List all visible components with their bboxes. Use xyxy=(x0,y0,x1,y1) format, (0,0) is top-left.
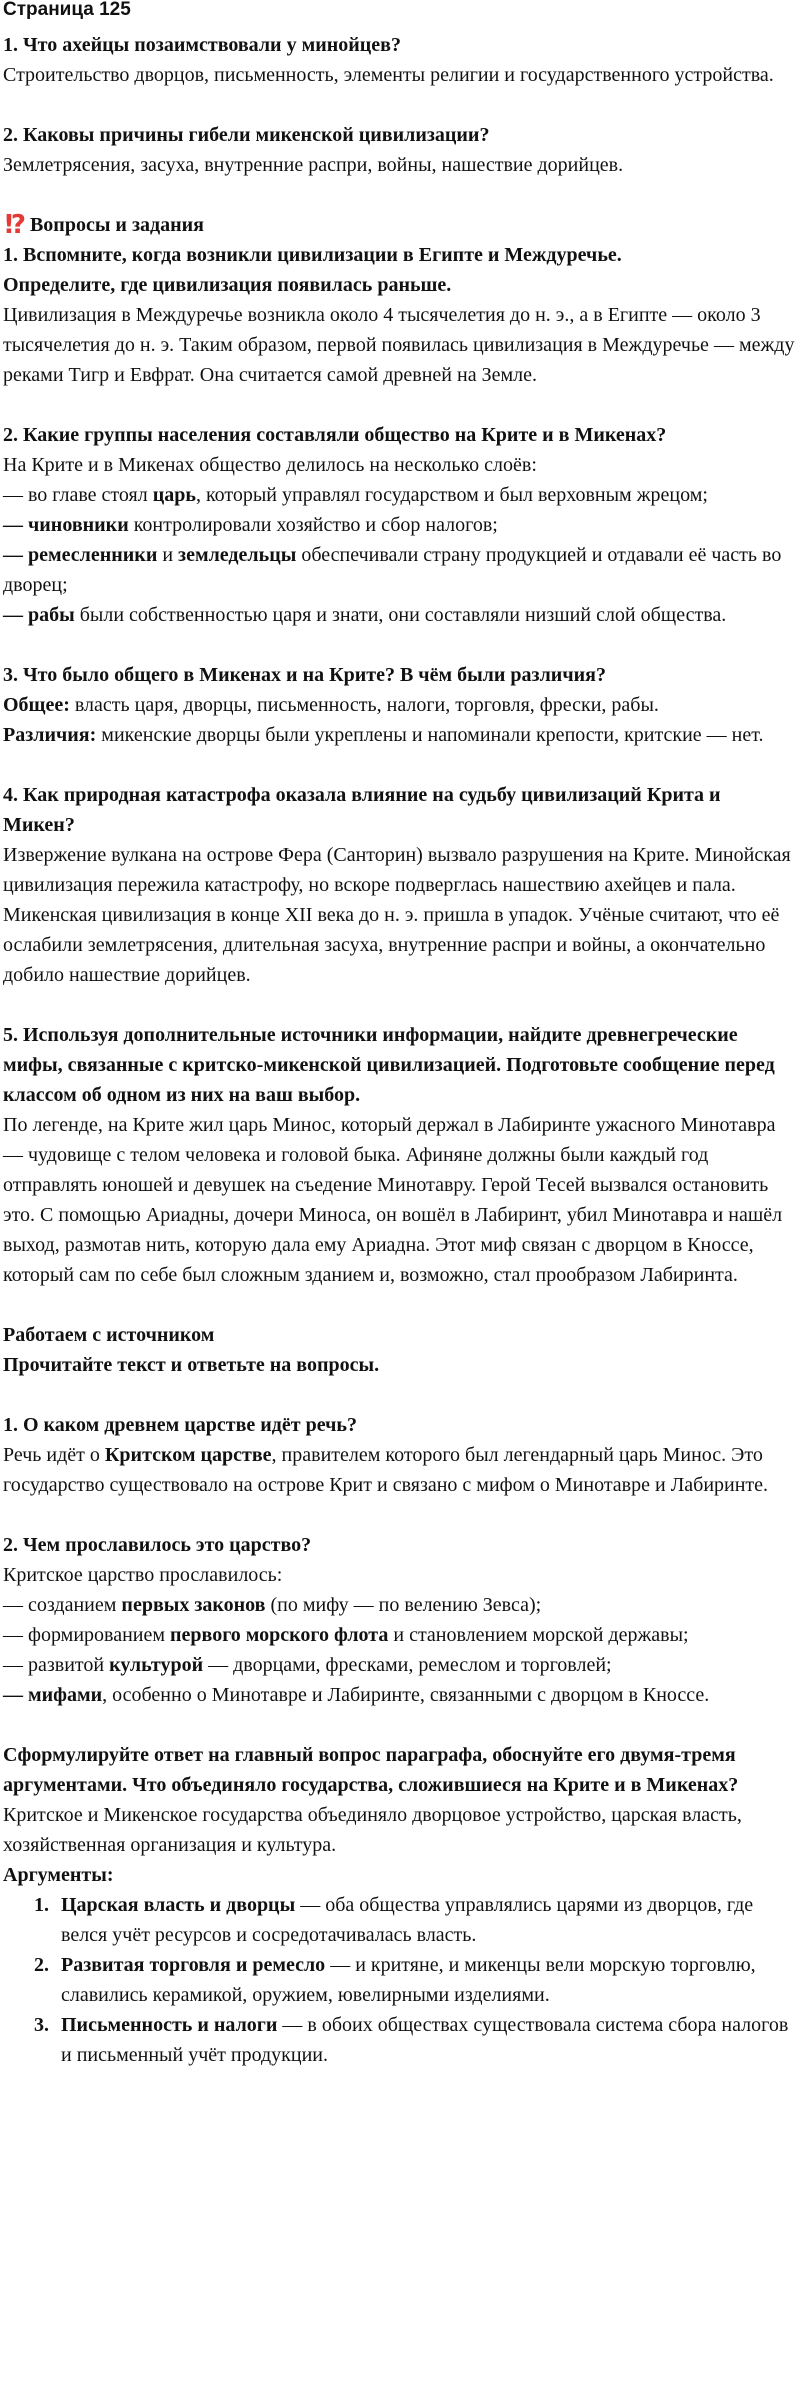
list-item: — рабы были собственностью царя и знати, они составляли низший слой общества. xyxy=(3,604,727,626)
final-question xyxy=(3,1740,797,2070)
question-continued: Определите, где цивилизация появилась раньше. xyxy=(3,274,452,296)
answer: Цивилизация в Междуречье возникла около 4 тысячелетия до н. э., а в Египте — около 3 тысячелетия до н. э. Таким образом, первой появилась цивилизация в Междуречье — между реками Тигр и Евфрат. Она считается самой древней на Земле. xyxy=(3,304,795,386)
list-item: — во главе стоял царь, который управлял государством и был верховным жрецом; xyxy=(3,484,708,506)
answer: По легенде, на Крите жил царь Минос, который держал в Лабиринте ужасного Минотавра — чудовище с телом человека и головой быка. Афиняне должны были каждый год отправлять юношей и девушек на съедение Минотавру. Герой Тесей вызвался остановить это. С помощью Ариадны, дочери Миноса, он вошёл в Лабиринт, убил Минотавра и нашёл выход, размотав нить, которую дала ему Ариадна. Этот миф связан с дворцом в Кноссе, который сам по себе был сложным зданием и, возможно, стал прообразом Лабиринта. xyxy=(3,1114,783,1286)
list-item: — развитой культурой — дворцами, фресками, ремеслом и торговлей; xyxy=(3,1654,612,1676)
task-3 xyxy=(3,660,797,750)
answer-intro: На Крите и в Микенах общество делилось на несколько слоёв: xyxy=(3,454,537,476)
source-q2 xyxy=(3,1530,797,1710)
answer: Землетрясения, засуха, внутренние распри, войны, нашествие дорийцев. xyxy=(3,154,624,176)
source-title: Работаем с источником xyxy=(3,1324,215,1346)
qa-block-1 xyxy=(3,30,797,90)
question: 1. Что ахейцы позаимствовали у минойцев? xyxy=(3,34,401,56)
question: 1. О каком древнем царстве идёт речь? xyxy=(3,1414,357,1436)
task-1 xyxy=(3,240,797,390)
list-item: — мифами, особенно о Минотавре и Лабиринте, связанными с дворцом в Кноссе. xyxy=(3,1684,710,1706)
content xyxy=(0,20,800,2070)
task-2 xyxy=(3,420,797,630)
answer: Речь идёт о Критском царстве, правителем которого был легендарный царь Минос. Это государство существовало на острове Крит и связано с мифом о Минотавре и Лабиринте. xyxy=(3,1444,769,1496)
answer: Извержение вулкана на острове Фера (Санторин) вызвало разрушения на Крите. Минойская цивилизация пережила катастрофу, но вскоре подверглась нашествию ахейцев и пала. xyxy=(3,844,791,896)
answer-differences: Различия: микенские дворцы были укреплены и напоминали крепости, критские — нет. xyxy=(3,724,764,746)
question: Сформулируйте ответ на главный вопрос параграфа, обоснуйте его двумя-тремя аргументами. Что объединяло государства, сложившиеся на Крите и в Микенах? xyxy=(3,1744,739,1796)
argument-number: 1. xyxy=(34,1894,49,1916)
answer-intro: Критское царство прославилось: xyxy=(3,1564,283,1586)
question: 2. Чем прославилось это царство? xyxy=(3,1534,312,1556)
answer: Критское и Микенское государства объединяло дворцовое устройство, царская власть, хозяйственная организация и культура. xyxy=(3,1804,742,1856)
argument-item: 3. Письменность и налоги — в обоих обществах существовала система сбора налогов и письменный учёт продукции. xyxy=(3,2010,797,2070)
list-item: — чиновники контролировали хозяйство и сбор налогов; xyxy=(3,514,498,536)
question: 4. Как природная катастрофа оказала влияние на судьбу цивилизаций Крита и Микен? xyxy=(3,784,721,836)
argument-item: 2. Развитая торговля и ремесло — и критяне, и микенцы вели морскую торговлю, славились керамикой, оружием, ювелирными изделиями. xyxy=(3,1950,797,2010)
question: 2. Какие группы населения составляли общество на Крите и в Микенах? xyxy=(3,424,667,446)
source-subtitle: Прочитайте текст и ответьте на вопросы. xyxy=(3,1354,380,1376)
answer-common: Общее: власть царя, дворцы, письменность, налоги, торговля, фрески, рабы. xyxy=(3,694,659,716)
task-4 xyxy=(3,780,797,990)
source-section xyxy=(3,1320,797,1380)
question: 2. Каковы причины гибели микенской цивилизации? xyxy=(3,124,490,146)
argument-number: 2. xyxy=(34,1954,49,1976)
questions-section xyxy=(3,210,797,240)
arguments-list xyxy=(3,1890,797,2070)
qa-block-2 xyxy=(3,120,797,180)
question: 3. Что было общего в Микенах и на Крите? В чём были различия? xyxy=(3,664,606,686)
answer: Микенская цивилизация в конце XII века до н. э. пришла в упадок. Учёные считают, что её ослабили землетрясения, длительная засуха, внутренние распри и войны, а окончательно добило нашествие дорийцев. xyxy=(3,904,780,986)
question: 1. Вспомните, когда возникли цивилизации в Египте и Междуречье. xyxy=(3,244,622,266)
task-5 xyxy=(3,1020,797,1290)
answer: Строительство дворцов, письменность, элементы религии и государственного устройства. xyxy=(3,64,774,86)
double-exclamation-icon: !? xyxy=(3,210,22,240)
section-title xyxy=(3,210,797,240)
source-q1 xyxy=(3,1410,797,1500)
list-item: — формированием первого морского флота и становлением морской державы; xyxy=(3,1624,689,1646)
section-title-text: Вопросы и задания xyxy=(29,214,204,236)
argument-item: 1. Царская власть и дворцы — оба общества управлялись царями из дворцов, где велся учёт ресурсов и сосредотачивалась власть. xyxy=(3,1890,797,1950)
argument-number: 3. xyxy=(34,2014,49,2036)
arguments-label: Аргументы: xyxy=(3,1864,114,1886)
list-item: — созданием первых законов (по мифу — по велению Зевса); xyxy=(3,1594,542,1616)
page-title: Страница 125 xyxy=(3,0,131,20)
question: 5. Используя дополнительные источники информации, найдите древнегреческие мифы, связанные с критско-микенской цивилизацией. Подготовьте сообщение перед классом об одном из них на ваш выбор. xyxy=(3,1024,775,1106)
list-item: — ремесленники и земледельцы обеспечивали страну продукцией и отдавали её часть во дворец; xyxy=(3,544,782,596)
